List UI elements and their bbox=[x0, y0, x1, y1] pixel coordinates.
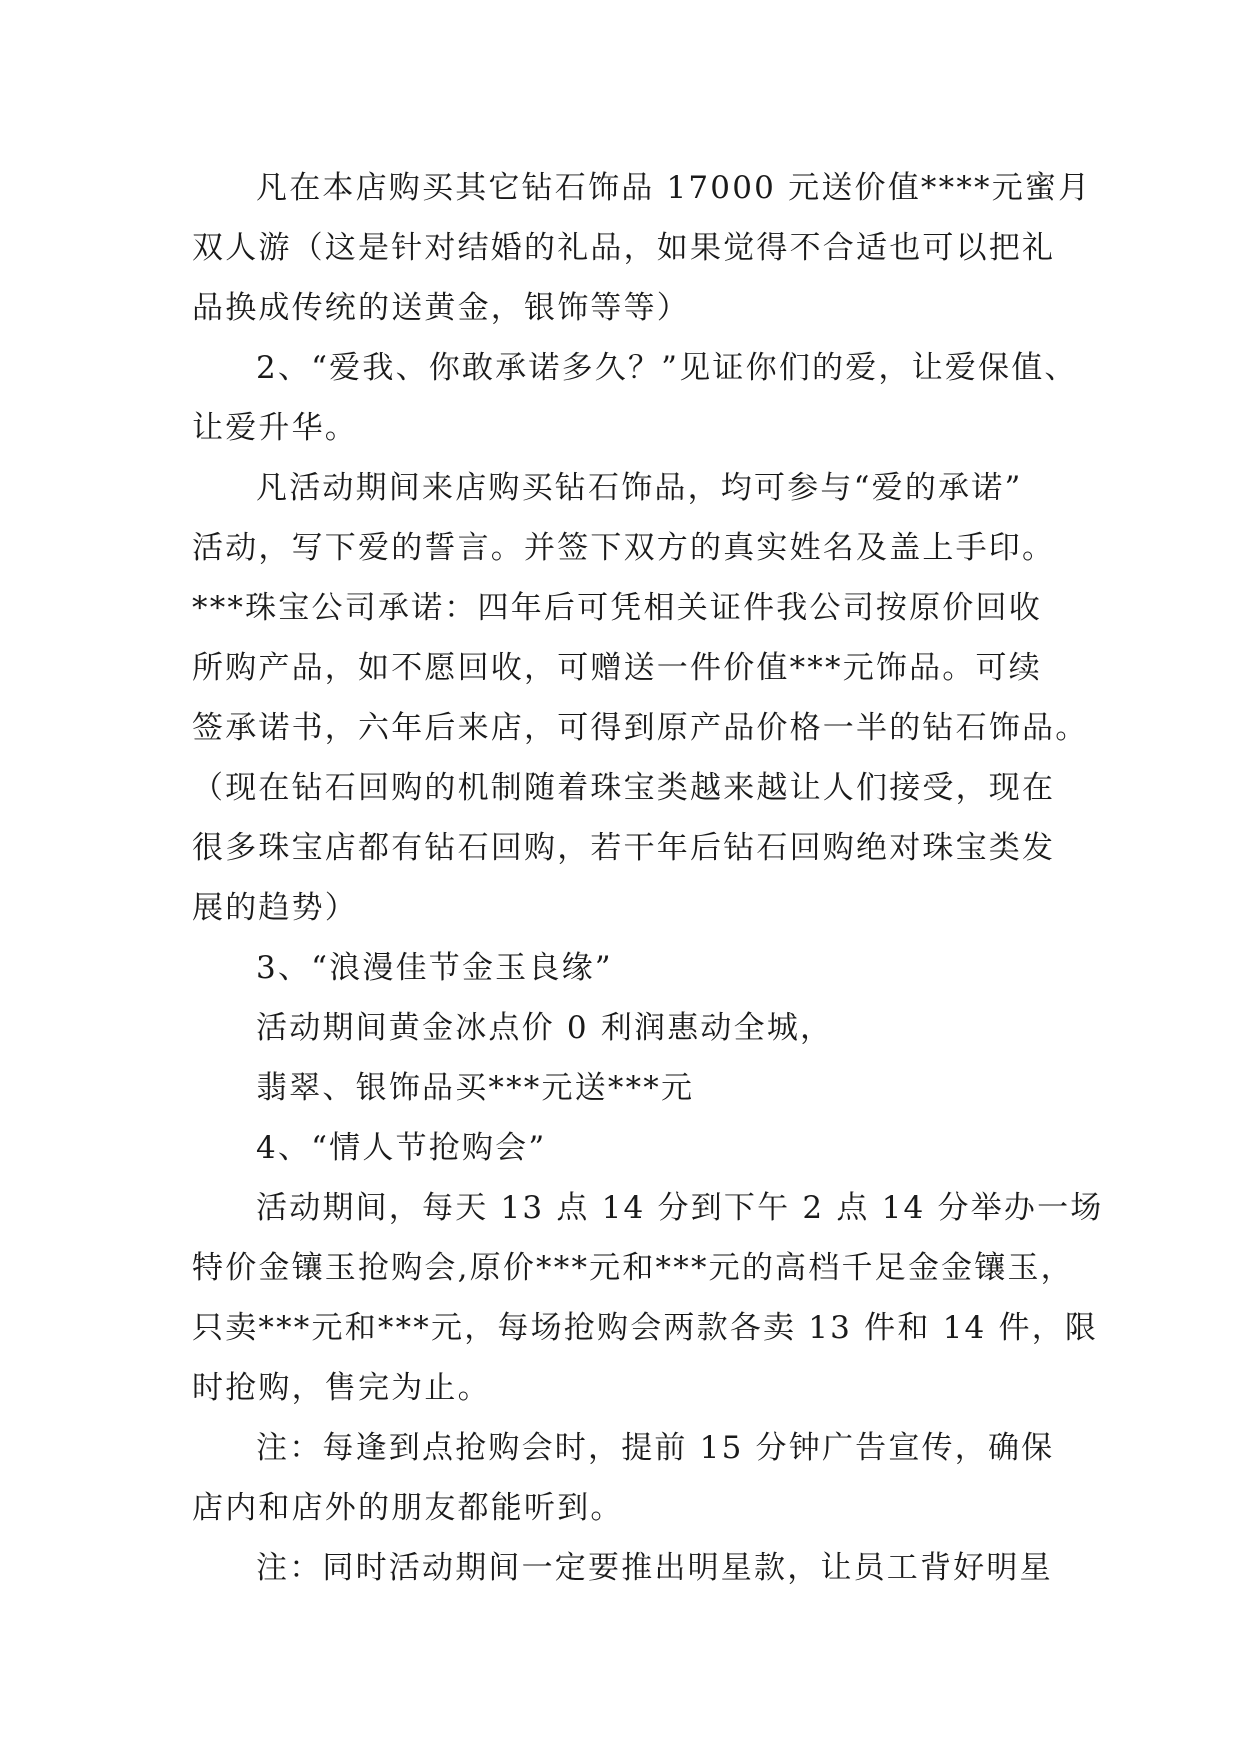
text-line: 展的趋势） bbox=[192, 890, 358, 926]
document-body bbox=[192, 158, 1104, 1598]
note-advertising bbox=[192, 1418, 1055, 1538]
text-line: （现在钻石回购的机制随着珠宝类越来越让人们接受，现在 bbox=[192, 770, 1056, 806]
text-line: 特价金镶玉抢购会,原价***元和***元的高档千足金金镶玉， bbox=[192, 1250, 1074, 1286]
text-line: 时抢购，售完为止。 bbox=[192, 1370, 491, 1406]
paragraph-honeymoon-gift bbox=[192, 158, 1092, 338]
text-line: 活动，写下爱的誓言。并签下双方的真实姓名及盖上手印。 bbox=[192, 530, 1056, 566]
text-line: 只卖***元和***元，每场抢购会两款各卖 13 件和 14 件，限 bbox=[192, 1310, 1099, 1346]
text-line: 品换成传统的送黄金，银饰等等） bbox=[192, 290, 690, 326]
text-line: 注：同时活动期间一定要推出明星款，让员工背好明星 bbox=[256, 1550, 1053, 1586]
text-line: 凡活动期间来店购买钻石饰品，均可参与“爱的承诺” bbox=[256, 470, 1023, 506]
text-line: 很多珠宝店都有钻石回购，若干年后钻石回购绝对珠宝类发 bbox=[192, 830, 1056, 866]
text-line: 注：每逢到点抢购会时，提前 15 分钟广告宣传，确保 bbox=[256, 1430, 1055, 1466]
text-line: 3、“浪漫佳节金玉良缘” bbox=[256, 950, 613, 986]
paragraph-love-promise bbox=[192, 458, 1089, 938]
text-line: 双人游（这是针对结婚的礼品，如果觉得不合适也可以把礼 bbox=[192, 230, 1056, 266]
text-line: ***珠宝公司承诺：四年后可凭相关证件我公司按原价回收 bbox=[192, 590, 1042, 626]
text-line: 4、“情人节抢购会” bbox=[256, 1130, 547, 1166]
note-star-product bbox=[192, 1538, 1052, 1598]
paragraph-flash-sale bbox=[192, 1178, 1104, 1418]
text-line: 2、“爱我、你敢承诺多久？”见证你们的爱，让爱保值、 bbox=[256, 350, 1078, 386]
text-line: 活动期间黄金冰点价 0 利润惠动全城， bbox=[256, 1010, 834, 1046]
text-line: 所购产品，如不愿回收，可赠送一件价值***元饰品。可续 bbox=[192, 650, 1042, 686]
text-line: 翡翠、银饰品买***元送***元 bbox=[256, 1070, 695, 1106]
paragraph-jade-silver bbox=[192, 1058, 1052, 1118]
text-line: 凡在本店购买其它钻石饰品 17000 元送价值****元蜜月 bbox=[256, 170, 1092, 206]
section-heading-3 bbox=[192, 938, 1052, 998]
text-line: 店内和店外的朋友都能听到。 bbox=[192, 1490, 624, 1526]
section-heading-2 bbox=[192, 338, 1078, 458]
text-line: 活动期间，每天 13 点 14 分到下午 2 点 14 分举办一场 bbox=[256, 1190, 1104, 1226]
text-line: 让爱升华。 bbox=[192, 410, 358, 446]
text-line: 签承诺书，六年后来店，可得到原产品价格一半的钻石饰品。 bbox=[192, 710, 1089, 746]
paragraph-gold-price bbox=[192, 998, 1052, 1058]
section-heading-4 bbox=[192, 1118, 1052, 1178]
